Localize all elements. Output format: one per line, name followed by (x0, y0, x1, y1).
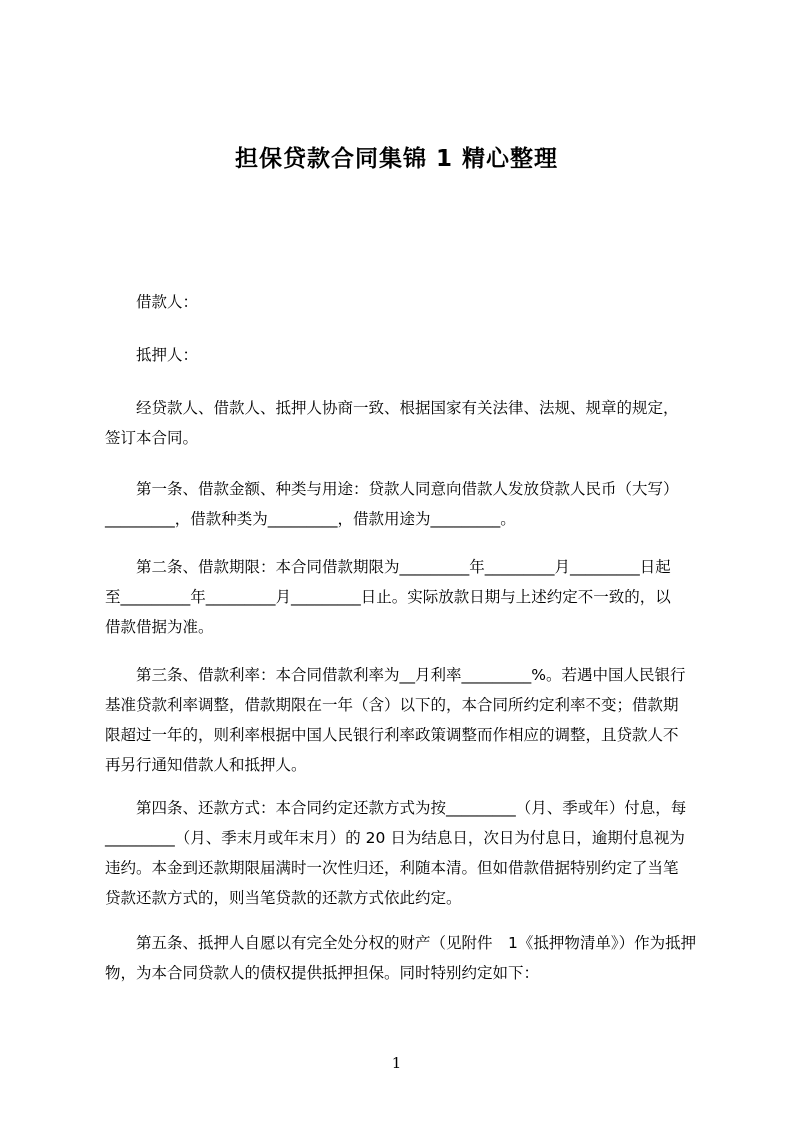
borrower-line (105, 287, 705, 317)
text-line: 第二条、借款期限：本合同借款期限为_________年_________月_________日起 (105, 558, 671, 576)
text-line: 借款人： (105, 293, 199, 311)
text-line: 基准贷款利率调整，借款期限在一年（含）以下的，本合同所约定利率不变；借款期 (105, 696, 679, 714)
text-line: _________（月、季末月或年末月）的 20 日为结息日，次日为付息日，逾期付息视为 (105, 829, 685, 847)
text-line: 违约。本金到还款期限届满时一次性归还，利随本清。但如借款借据特别约定了当笔 (105, 859, 679, 877)
document-title: 担保贷款合同集锦 1 精心整理 (234, 146, 559, 172)
article-1-paragraph (105, 474, 705, 534)
preamble-paragraph (105, 393, 705, 453)
text-line: 再另行通知借款人和抵押人。 (105, 756, 307, 774)
article-4-paragraph (105, 793, 705, 913)
text-line: 物，为本合同贷款人的债权提供抵押担保。同时特别约定如下： (105, 964, 540, 982)
mortgagor-line (105, 340, 705, 370)
text-line: 第四条、还款方式：本合同约定还款方式为按_________（月、季或年）付息，每 (105, 799, 687, 817)
article-3-paragraph (105, 660, 705, 780)
text-line: 抵押人： (105, 346, 199, 364)
text-line: 贷款还款方式的，则当笔贷款的还款方式依此约定。 (105, 889, 462, 907)
text-line: 至_________年_________月_________日止。实际放款日期与上述约定不一致的，以 (105, 588, 671, 606)
text-line: 经贷款人、借款人、抵押人协商一致、根据国家有关法律、法规、规章的规定， (105, 399, 679, 417)
text-line: 限超过一年的，则利率根据中国人民银行利率政策调整而作相应的调整，且贷款人不 (105, 726, 679, 744)
text-line: 第五条、抵押人自愿以有完全处分权的财产（见附件 1《抵押物清单》）作为抵押 (105, 934, 697, 952)
text-line: 第三条、借款利率：本合同借款利率为__月利率_________%。若遇中国人民银行 (105, 666, 686, 684)
article-5-paragraph (105, 928, 705, 988)
text-line: 第一条、借款金额、种类与用途：贷款人同意向借款人发放贷款人民币（大写） (105, 480, 679, 498)
page-number: 1 (391, 1054, 402, 1072)
text-line: 签订本合同。 (105, 429, 199, 447)
text-line: _________，借款种类为_________，借款用途为_________。 (105, 510, 516, 528)
article-2-paragraph (105, 552, 705, 642)
text-line: 借款借据为准。 (105, 618, 214, 636)
